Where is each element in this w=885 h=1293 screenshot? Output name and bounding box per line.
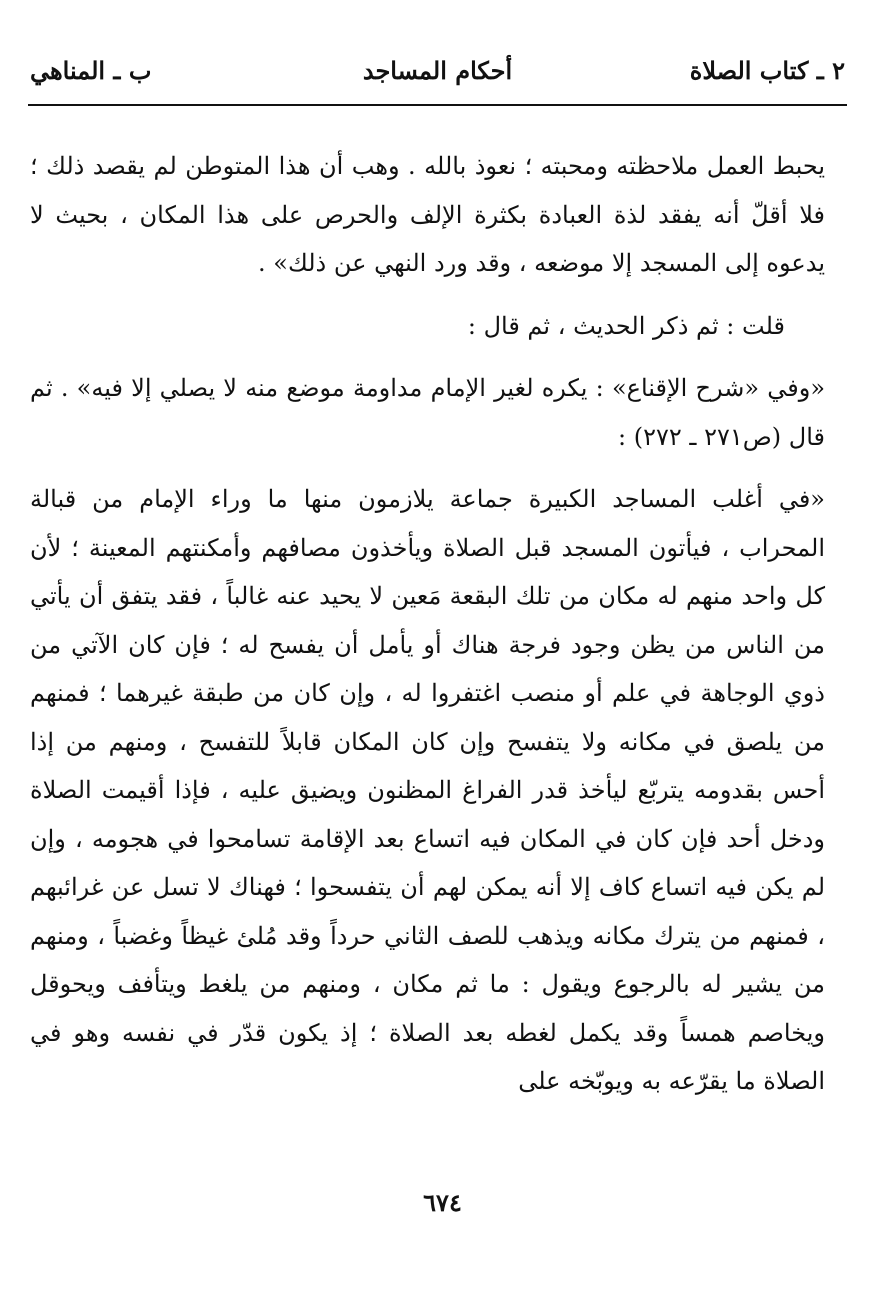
paragraph-3: «وفي «شرح الإقناع» : يكره لغير الإمام مداومة موضع منه لا يصلي إلا فيه» . ثم قال (ص٢٧١ ـ ٢٧٢) : <box>30 374 825 451</box>
page-number: ٦٧٤ <box>423 1188 462 1217</box>
body-text <box>30 142 825 1120</box>
paragraph-2: قلت : ثم ذكر الحديث ، ثم قال : <box>467 311 785 340</box>
header-divider <box>28 104 847 106</box>
paragraph-1: يحبط العمل ملاحظته ومحبته ؛ نعوذ بالله . وهب أن هذا المتوطن لم يقصد ذلك ؛ فلا أقلّ أنه يفقد لذة العبادة بكثرة الإلف والحرص على هذا المكان ، بحيث لا يدعوه إلى المسجد إلا موضعه ، وقد ورد النهي عن ذلك» . <box>30 152 825 277</box>
paragraph-4: «في أغلب المساجد الكبيرة جماعة يلازمون منها ما وراء الإمام من قبالة المحراب ، فيأتون المسجد قبل الصلاة ويأخذون مصافهم وأمكنتهم المعينة ؛ لأن كل واحد منهم له مكان من تلك البقعة مَعين لا يحيد عنه غالباً ، فقد يتفق أن يأتي من الناس من يظن وجود فرجة هناك أو يأمل أن يفسح له ؛ فإن كان الآتي من ذوي الوجاهة في علم أو منصب اغتفروا له ، وإن كان من طبقة غيرهما ؛ فمنهم من يلصق في مكانه ولا يتفسح وإن كان المكان قابلاً للتفسح ، ومنهم من إذا أحس بقدومه يتربّع ليأخذ قدر الفراغ المظنون ويضيق عليه ، فإذا أقيمت الصلاة ودخل أحد فإن كان في المكان فيه اتساع بعد الإقامة تسامحوا في هجومه ، وإن لم يكن فيه اتساع كاف إلا أنه يمكن لهم أن يتفسحوا ؛ فهناك لا تسل عن غرائبهم ، فمنهم من يترك مكانه ويذهب للصف الثاني حرداً وقد مُلئ غيظاً وغضباً ، ومنهم من يشير له بالرجوع ويقول : ما ثم مكان ، ومنهم من يلغط ويتأفف ويحوقل ويخاصم همساً وقد يكمل لغطه بعد الصلاة ؛ إذ يكون قدّر في نفسه وهو في الصلاة ما يقرّعه به ويوبّخه على <box>30 485 826 1095</box>
header-section: ب ـ المناهي <box>30 56 152 85</box>
header-chapter: ٢ ـ كتاب الصلاة <box>689 56 845 85</box>
header-title: أحكام المساجد <box>362 56 513 85</box>
running-header <box>30 56 845 100</box>
